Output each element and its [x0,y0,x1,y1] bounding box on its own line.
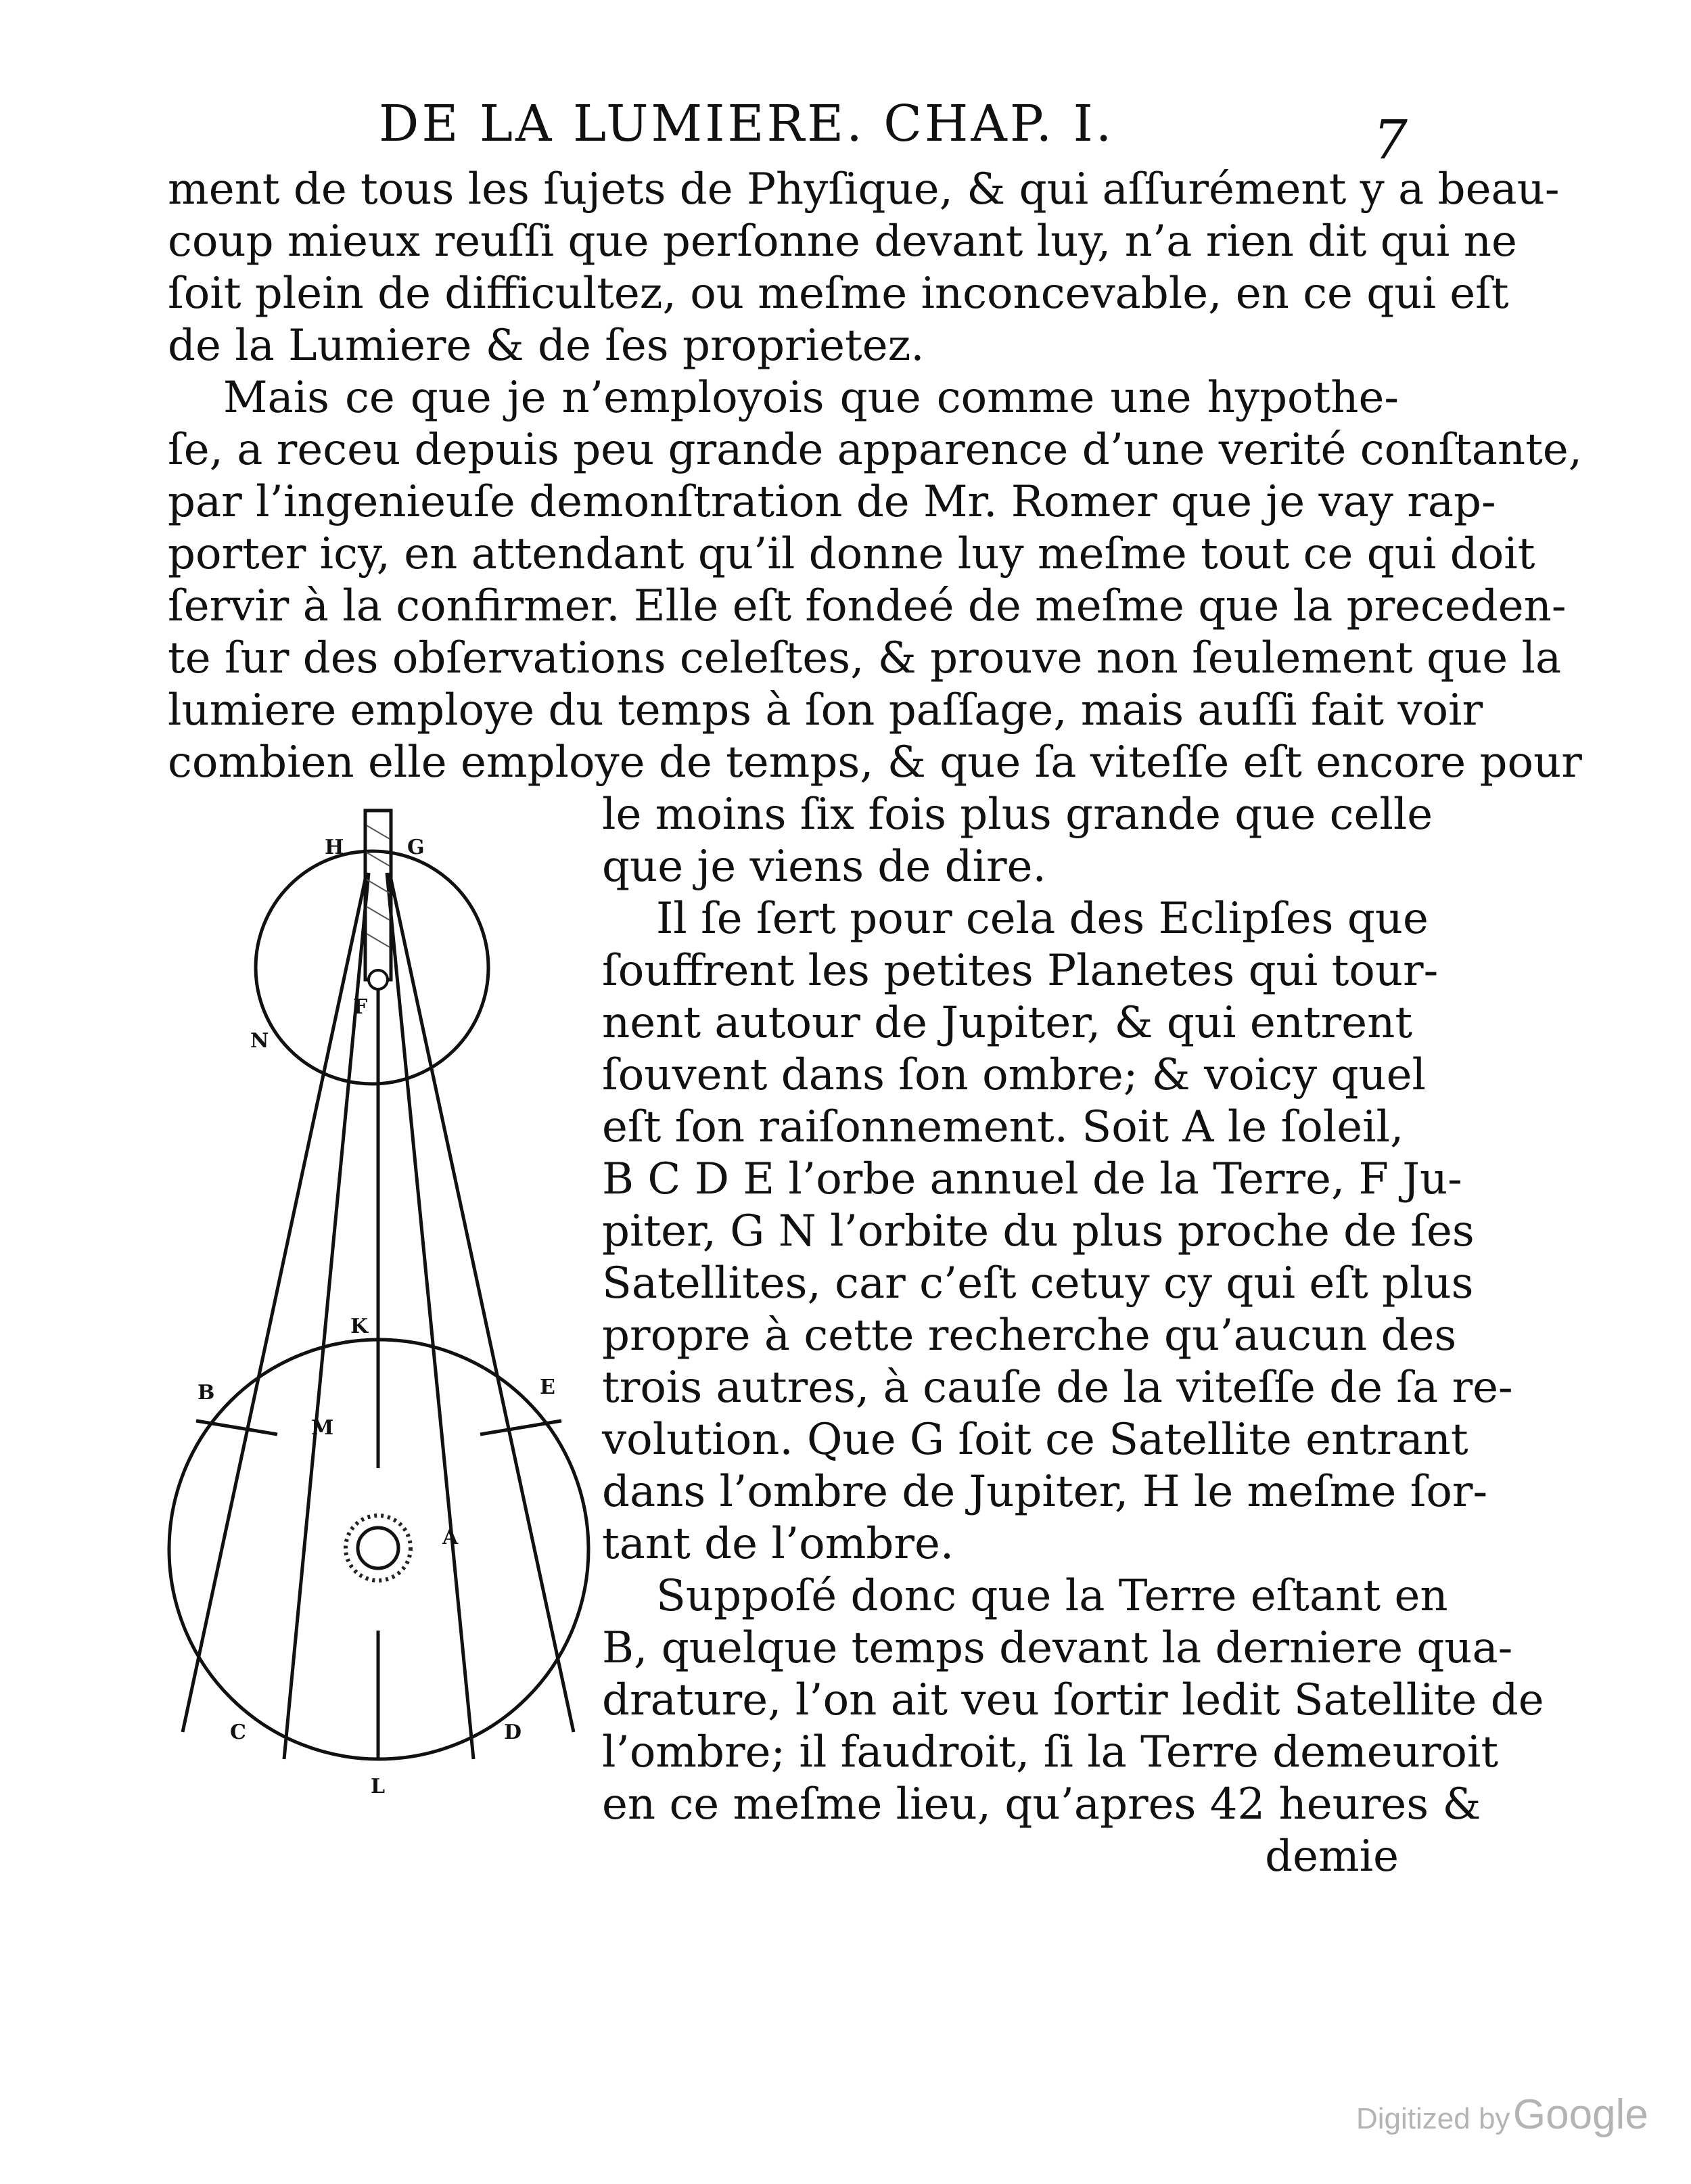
text-line: tant de l’ombre. [602,1519,954,1569]
line-to-c [183,873,367,1732]
text-line: l’ombre; il faudroit, ſi la Terre demeuroit [602,1727,1499,1777]
page-number: 7 [1373,108,1408,171]
label-f: F [353,995,368,1019]
text-line: B C D E l’orbe annuel de la Terre, F Ju- [602,1154,1462,1204]
text-line: ment de tous les ſujets de Phyſique, & qui aſſurément y a beau- [168,164,1560,214]
text-line: porter icy, en attendant qu’il donne luy meſme tout ce qui doit [168,529,1535,579]
paragraph-start-line: Mais ce que je n’employois que comme une hypothe- [223,373,1399,423]
text-line: de la Lumiere & de ſes proprietez. [168,321,925,371]
text-line: trois autres, à cauſe de la viteſſe de ſa re- [602,1363,1513,1413]
text-line: nent autour de Jupiter, & qui entrent [602,998,1413,1048]
label-n: N [250,1029,269,1053]
text-line: par l’ingenieuſe demonſtration de Mr. Romer que je vay rap- [168,477,1496,527]
jupiter [369,970,388,989]
diagram-svg [115,798,616,1881]
label-m: M [311,1416,334,1440]
watermark-brand: Google [1512,2091,1648,2138]
label-l: L [371,1775,386,1798]
text-line: dans l’ombre de Jupiter, H le meſme ſor- [602,1467,1488,1517]
paragraph-start-line: Suppoſé donc que la Terre eſtant en [656,1571,1448,1621]
running-title: DE LA LUMIERE. CHAP. I. [379,95,1115,153]
text-line: piter, G N l’orbite du plus proche de ſes [602,1206,1475,1256]
text-line: drature, l’on ait veu ſortir ledit Satellite de [602,1675,1544,1725]
sun [358,1528,398,1568]
text-line: ſouvent dans ſon ombre; & voicy quel [602,1050,1426,1100]
text-line: le moins ſix fois plus grande que celle [602,790,1433,840]
text-line: que je viens de dire. [602,842,1046,892]
text-line: ſe, a receu depuis peu grande apparence d’une verité conſtante, [168,425,1583,475]
label-k: K [350,1315,369,1338]
text-line: volution. Que G ſoit ce Satellite entrant [602,1415,1468,1465]
paragraph-start-line: Il ſe ſert pour cela des Eclipſes que [656,894,1429,944]
text-line: ſouffrent les petites Planetes qui tour- [602,946,1439,996]
label-d: D [504,1721,522,1744]
label-c: C [230,1721,246,1744]
label-g: G [407,836,425,859]
watermark-prefix: Digitized by [1356,2102,1510,2135]
label-b: B [198,1381,215,1405]
catchword: demie [1265,1832,1399,1882]
romer-diagram [115,798,616,1881]
label-h: H [325,836,344,859]
text-line: en ce meſme lieu, qu’apres 42 heures & [602,1779,1481,1829]
label-a: A [442,1526,459,1549]
line-to-l-right [387,873,473,1759]
text-line: eſt ſon raiſonnement. Soit A le ſoleil, [602,1102,1404,1152]
text-line: B, quelque temps devant la derniere qua- [602,1623,1513,1673]
text-line: ſervir à la confirmer. Elle eſt fondeé de meſme que la preceden- [168,581,1567,631]
text-line: combien elle employe de temps, & que ſa viteſſe eſt encore pour [168,737,1582,788]
text-line: te ſur des obſervations celeſtes, & prouve non ſeulement que la [168,633,1562,683]
satellite-orbit [256,851,488,1084]
text-line: Satellites, car c’eſt cetuy cy qui eſt plus [602,1258,1474,1309]
text-line: ſoit plein de difficultez, ou meſme inconcevable, en ce qui eſt [168,269,1509,319]
text-line: lumiere employe du temps à ſon paſſage, mais auſſi fait voir [168,685,1483,735]
jupiter-shadow [365,811,391,980]
digitized-watermark [1356,2091,1648,2139]
text-line: propre à cette recherche qu’aucun des [602,1311,1457,1361]
text-line: coup mieux reuſſi que perſonne devant luy, n’a rien dit qui ne [168,217,1517,267]
label-e: E [540,1375,555,1399]
